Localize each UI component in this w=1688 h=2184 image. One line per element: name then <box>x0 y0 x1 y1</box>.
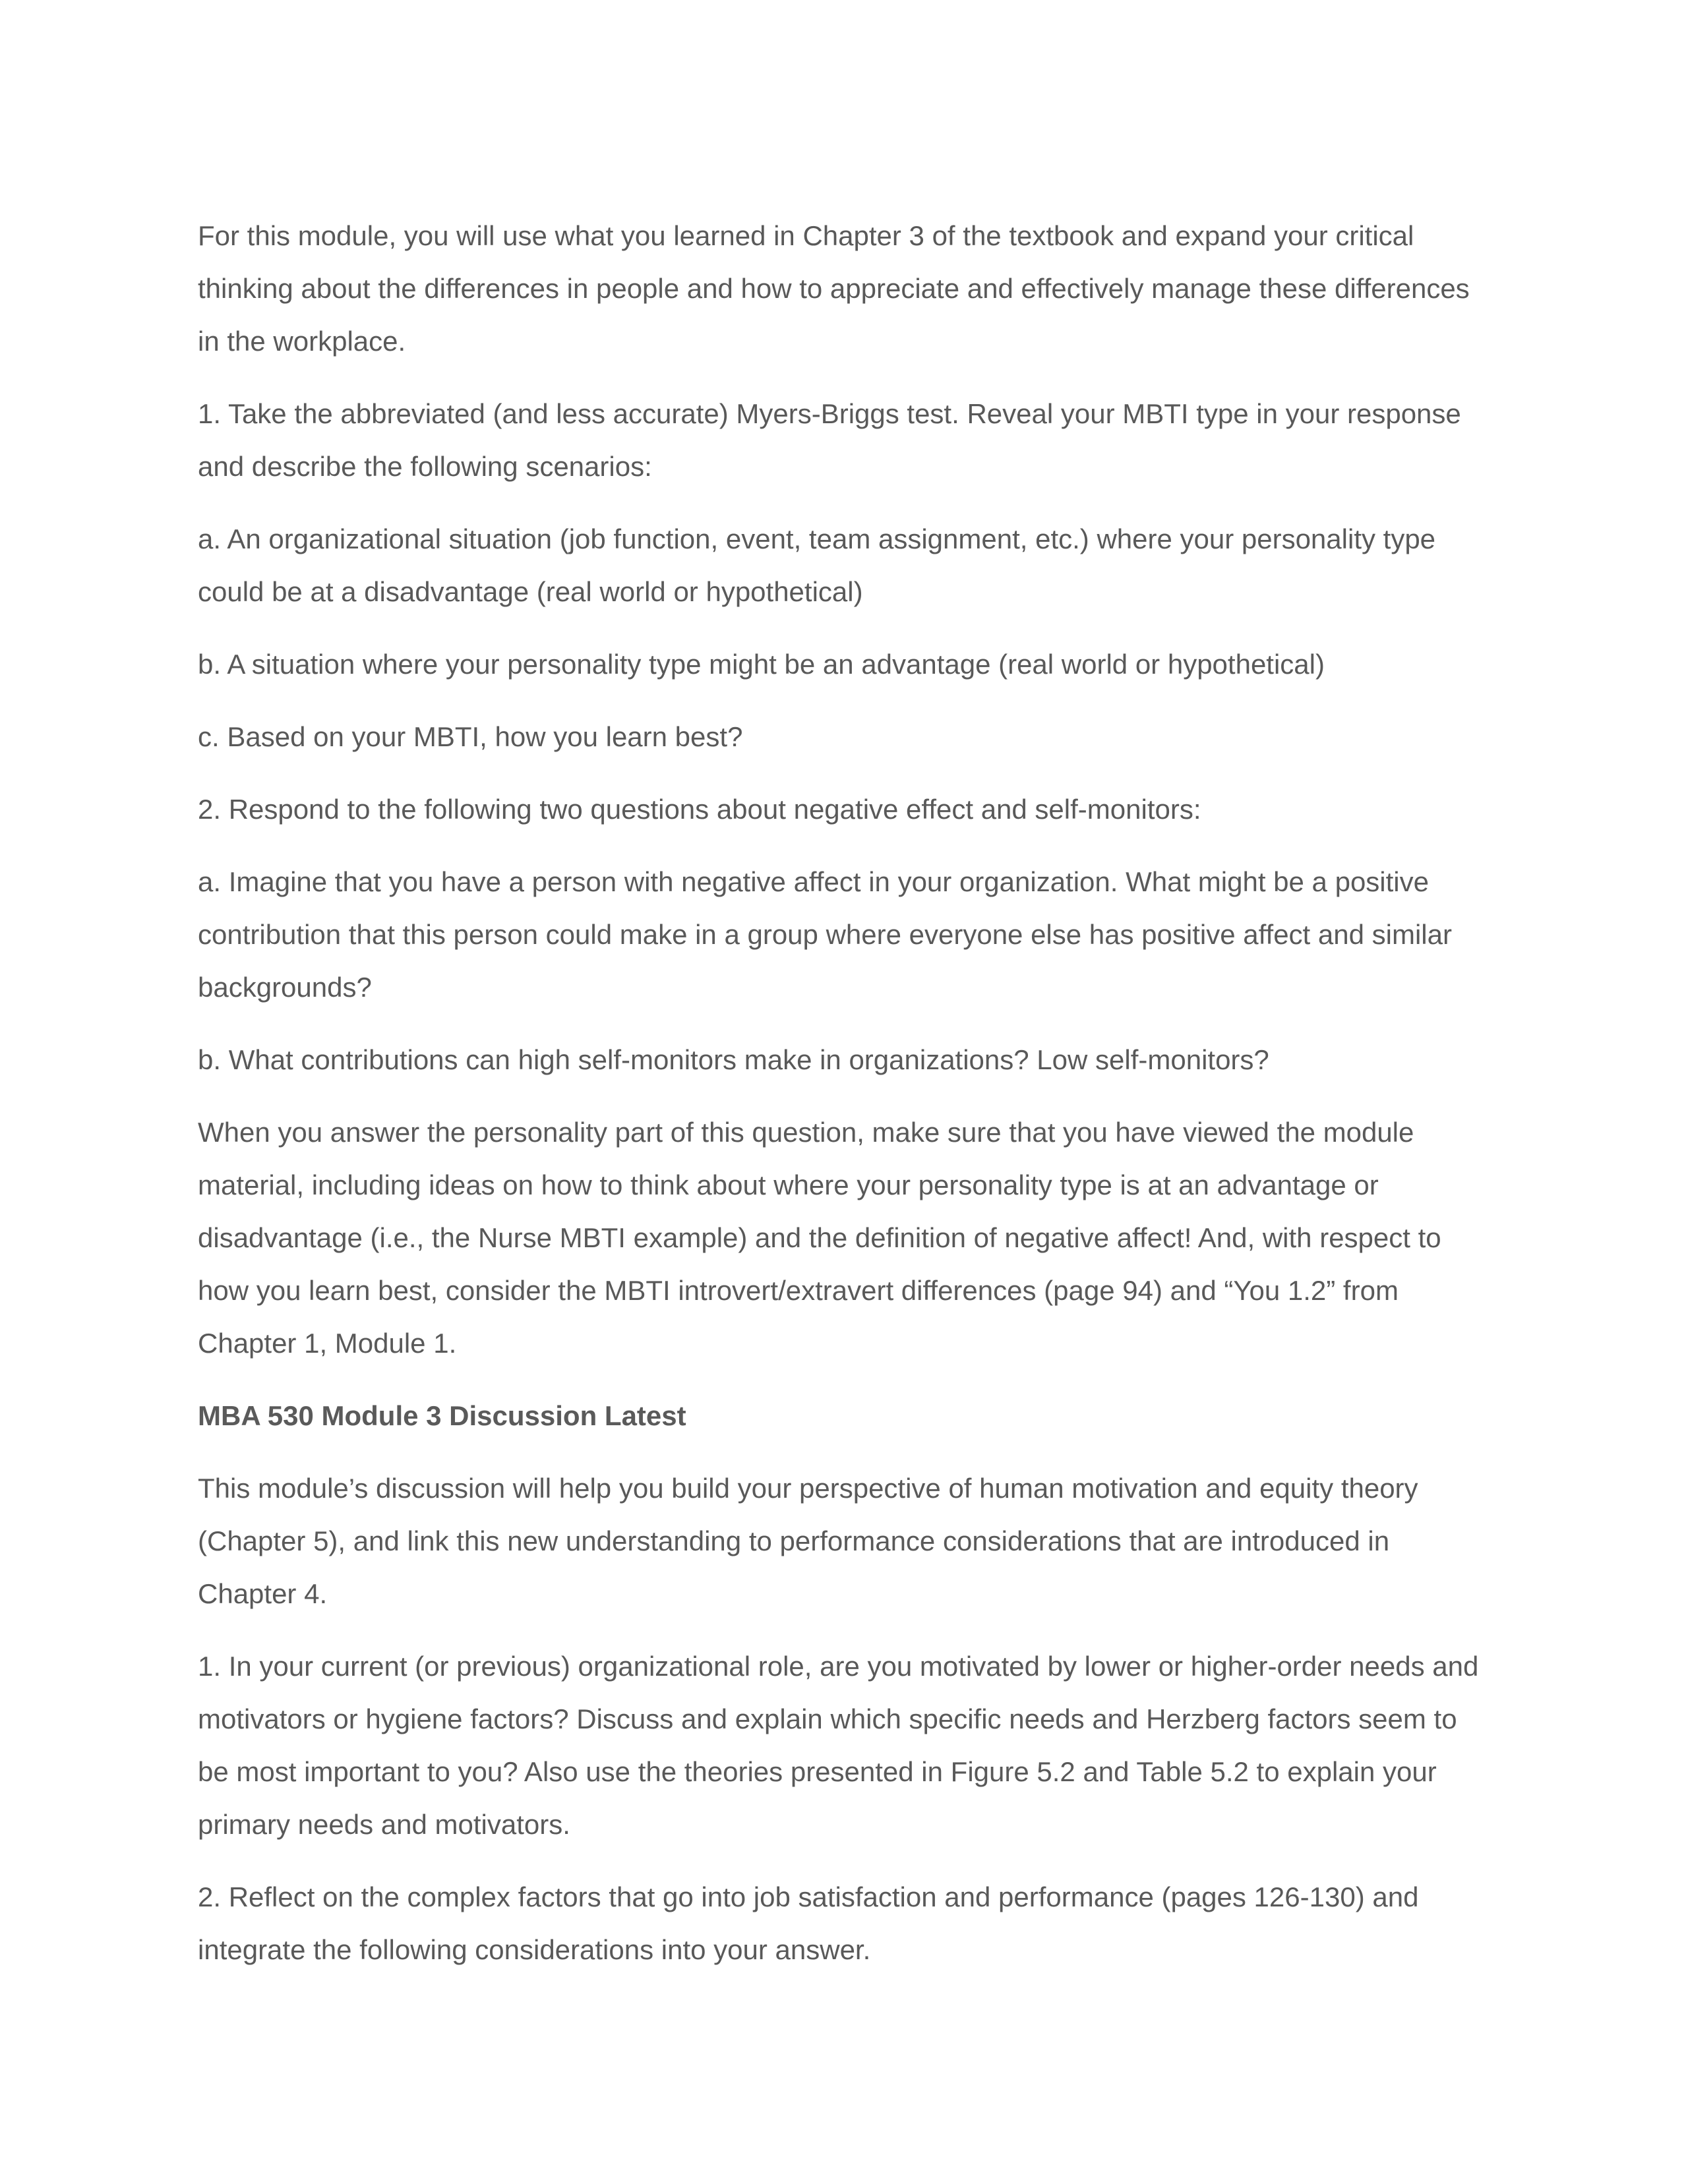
document-body <box>198 210 1490 1996</box>
discussion-question-1: 1. In your current (or previous) organizational role, are you motivated by lower or higher-order needs and motivators or hygiene factors? Discuss and explain which specific needs and Herzberg factors seem to be most important to you? Also use the theories presented in Figure 5.2 and Table 5.2 to explain your primary needs and motivators. <box>198 1651 1479 1840</box>
question-2a: a. Imagine that you have a person with negative affect in your organization. What might be a positive contribution that this person could make in a group where everyone else has positive affect and similar backgrounds? <box>198 866 1452 1003</box>
discussion-question-2: 2. Reflect on the complex factors that go into job satisfaction and performance (pages 126-130) and integrate the following considerations into your answer. <box>198 1881 1419 1965</box>
question-1a: a. An organizational situation (job function, event, team assignment, etc.) where your personality type could be at a disadvantage (real world or hypothetical) <box>198 523 1436 607</box>
question-2: 2. Respond to the following two questions about negative effect and self-monitors: <box>198 794 1201 825</box>
question-1c: c. Based on your MBTI, how you learn best? <box>198 721 743 752</box>
question-1: 1. Take the abbreviated (and less accurate) Myers-Briggs test. Reveal your MBTI type in your response and describe the following scenarios: <box>198 398 1461 482</box>
question-1b: b. A situation where your personality type might be an advantage (real world or hypothetical) <box>198 649 1325 680</box>
guidance-note: When you answer the personality part of this question, make sure that you have viewed the module material, including ideas on how to think about where your personality type is at an advantage or disadvantage (i.e., the Nurse MBTI example) and the definition of negative affect! And, with respect to how you learn best, consider the MBTI introvert/extravert differences (page 94) and “You 1.2” from Chapter 1, Module 1. <box>198 1117 1441 1359</box>
section-heading: MBA 530 Module 3 Discussion Latest <box>198 1400 686 1431</box>
question-2b: b. What contributions can high self-monitors make in organizations? Low self-monitors? <box>198 1044 1269 1075</box>
intro-paragraph: For this module, you will use what you learned in Chapter 3 of the textbook and expand your critical thinking about the differences in people and how to appreciate and effectively manage these differences in the workplace. <box>198 220 1470 357</box>
discussion-intro: This module’s discussion will help you build your perspective of human motivation and equity theory (Chapter 5), and link this new understanding to performance considerations that are introduced in Chapter 4. <box>198 1473 1418 1609</box>
